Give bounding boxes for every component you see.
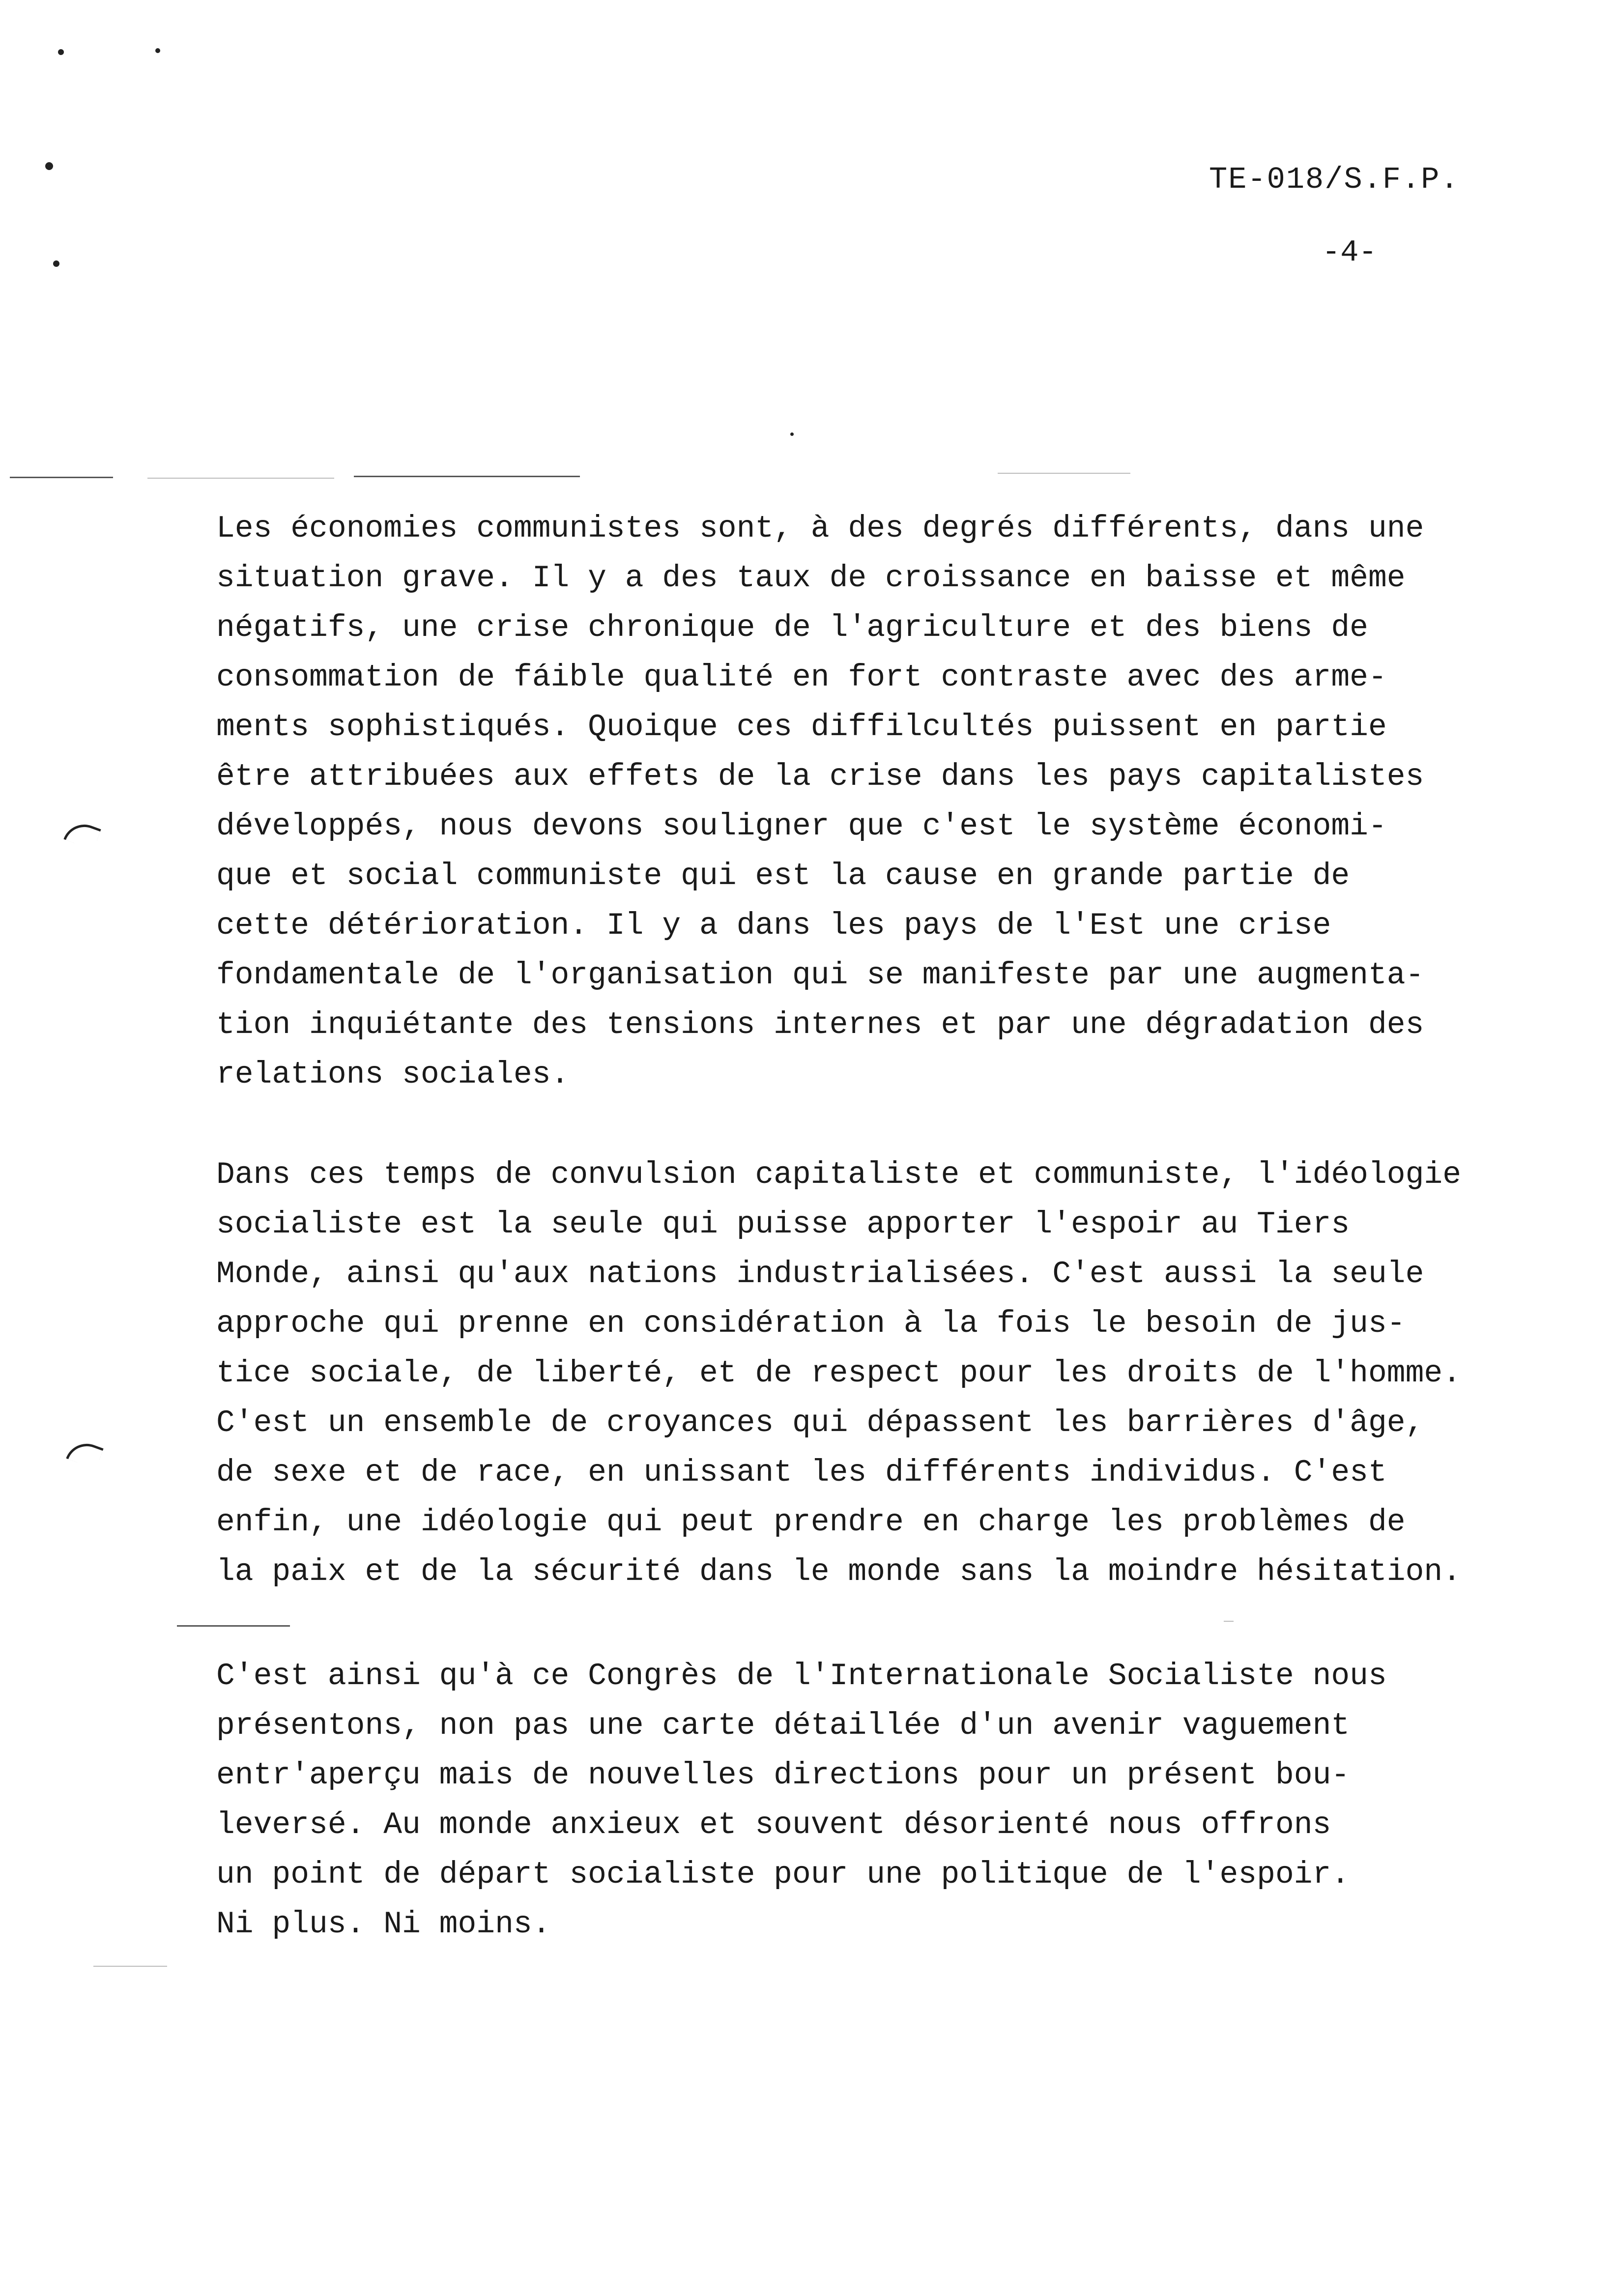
text-line: entr'aperçu mais de nouvelles directions pour un présent bou- [216,1758,1350,1793]
text-line: leversé. Au monde anxieux et souvent désorienté nous offrons [216,1808,1331,1842]
text-line: la paix et de la sécurité dans le monde sans la moindre hésitation. [216,1554,1462,1589]
paragraph-2 [216,1150,1543,1597]
text-line: Monde, ainsi qu'aux nations industrialisées. C'est aussi la seule [216,1257,1424,1292]
punch-hole-mark [66,1437,103,1469]
punch-hole-mark [63,818,101,850]
page-number: -4- [1322,235,1377,270]
text-line: négatifs, une crise chronique de l'agriculture et des biens de [216,610,1368,645]
text-line: cette détérioration. Il y a dans les pays de l'Est une crise [216,908,1331,943]
scan-rule [177,1625,290,1627]
text-line: Ni plus. Ni moins. [216,1907,551,1942]
text-line: socialiste est la seule qui puisse apporter l'espoir au Tiers [216,1207,1350,1242]
text-line: C'est ainsi qu'à ce Congrès de l'Internationale Socialiste nous [216,1659,1387,1693]
document-reference: TE-018/S.F.P. [1209,162,1460,197]
text-line: consommation de fáible qualité en fort contraste avec des arme- [216,660,1387,695]
paragraph-3 [216,1651,1543,1949]
scan-speck [790,432,794,436]
text-line: un point de départ socialiste pour une politique de l'espoir. [216,1857,1350,1892]
text-line: ments sophistiqués. Quoique ces diffilcultés puissent en partie [216,710,1387,745]
text-line: Les économies communistes sont, à des degrés différents, dans une [216,511,1424,546]
text-line: être attribuées aux effets de la crise dans les pays capitalistes [216,759,1424,794]
text-line: de sexe et de race, en unissant les différents individus. C'est [216,1455,1387,1490]
paragraph-1 [216,504,1543,1099]
scan-rule [10,477,113,478]
scan-rule [93,1966,167,1967]
scan-rule [147,478,334,479]
text-line: situation grave. Il y a des taux de croissance en baisse et même [216,561,1406,596]
scan-speck [53,260,59,267]
text-line: tice sociale, de liberté, et de respect pour les droits de l'homme. [216,1356,1462,1391]
text-line: enfin, une idéologie qui peut prendre en charge les problèmes de [216,1505,1406,1540]
text-line: Dans ces temps de convulsion capitaliste et communiste, l'idéologie [216,1157,1462,1192]
scan-speck [45,162,53,170]
text-line: relations sociales. [216,1057,570,1092]
scan-speck [155,48,160,53]
scan-rule [354,476,580,477]
text-line: fondamentale de l'organisation qui se manifeste par une augmenta- [216,958,1424,993]
text-line: tion inquiétante des tensions internes et par une dégradation des [216,1007,1424,1042]
text-line: approche qui prenne en considération à la fois le besoin de jus- [216,1306,1406,1341]
text-line: que et social communiste qui est la cause en grande partie de [216,859,1350,893]
text-line: C'est un ensemble de croyances qui dépassent les barrières d'âge, [216,1406,1424,1440]
text-line: présentons, non pas une carte détaillée d'un avenir vaguement [216,1708,1350,1743]
text-line: développés, nous devons souligner que c'est le système économi- [216,809,1387,844]
scan-rule [1224,1621,1234,1622]
scan-rule [998,473,1130,474]
scan-speck [58,49,64,55]
